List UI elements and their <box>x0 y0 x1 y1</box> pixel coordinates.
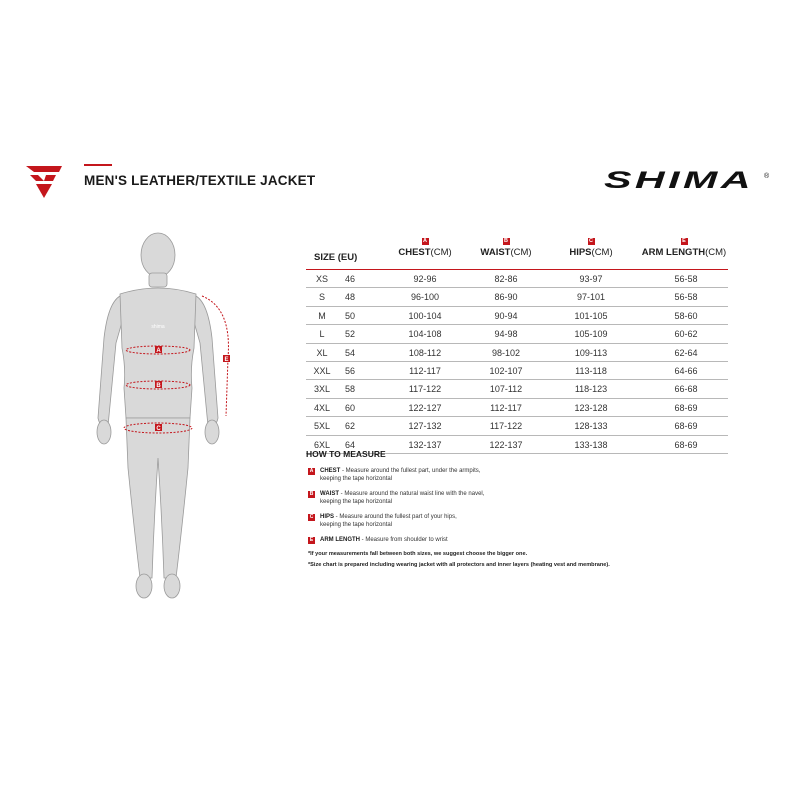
cell-waist: 122-137 <box>489 439 523 450</box>
cell-eu: 62 <box>344 421 355 432</box>
cell-eu: 54 <box>344 347 355 358</box>
shima-logo-icon <box>26 164 64 198</box>
table-row <box>306 417 728 435</box>
title-accent-rule <box>84 164 112 166</box>
cell-eu: 52 <box>344 329 355 340</box>
cell-hips: 109-113 <box>574 347 608 358</box>
cell-chest: 108-112 <box>408 347 442 358</box>
measure-item-arm-length: E ARM LENGTH - Measure from shoulder to wrist <box>309 537 448 543</box>
cell-hips: 118-123 <box>574 384 608 395</box>
cell-chest: 92-96 <box>413 274 437 284</box>
cell-chest: 117-122 <box>408 384 442 395</box>
cell-arm: 56-58 <box>674 292 698 303</box>
cell-size: 5XL <box>313 421 330 432</box>
cell-hips: 128-133 <box>574 421 608 432</box>
cell-waist: 82-86 <box>494 274 518 284</box>
svg-text:C: C <box>156 426 161 432</box>
note-size-between: *If your measurements fall between both sizes, we suggest choose the bigger one. <box>308 551 528 557</box>
cell-hips: 105-109 <box>574 329 608 340</box>
table-header <box>306 238 728 270</box>
cell-eu: 60 <box>344 402 355 413</box>
size-table <box>306 238 728 454</box>
cell-waist: 112-117 <box>490 402 522 413</box>
measure-item-hips: C HIPS - Measure around the fullest part of your hips, keeping the tape horizontal <box>309 514 457 528</box>
svg-text:®: ® <box>764 173 770 180</box>
cell-size: S <box>318 292 325 303</box>
cell-eu: 50 <box>344 310 355 321</box>
cell-size: XL <box>316 347 328 358</box>
cell-eu: 48 <box>344 292 355 303</box>
cell-chest: 96-100 <box>410 292 440 303</box>
how-to-measure-section <box>306 449 746 573</box>
cell-waist: 94-98 <box>494 329 518 340</box>
cell-eu: 46 <box>344 274 355 284</box>
body-figure-illustration <box>90 228 250 603</box>
table-row <box>306 344 728 362</box>
cell-hips: 101-105 <box>574 310 608 321</box>
table-row <box>306 288 728 306</box>
measure-item-chest: A CHEST - Measure around the fullest part, under the armpits, keeping the tape horizontal <box>309 468 481 482</box>
cell-arm: 56-58 <box>674 274 698 284</box>
cell-hips: 93-97 <box>579 274 603 284</box>
cell-hips: 113-118 <box>575 365 607 376</box>
cell-size: XXL <box>313 365 331 376</box>
cell-arm: 58-60 <box>674 310 698 321</box>
svg-text:E: E <box>224 357 229 363</box>
cell-size: 6XL <box>313 439 330 450</box>
cell-chest: 132-137 <box>408 439 442 450</box>
note-size-chart-layers: *Size chart is prepared including wearing jacket with all protectors and inner layers (heating vest and membrane). <box>308 562 610 568</box>
svg-text:SHIMA: SHIMA <box>604 168 754 192</box>
cell-size: L <box>319 329 325 340</box>
cell-arm: 60-62 <box>674 329 698 340</box>
table-row <box>306 325 728 343</box>
cell-arm: 68-69 <box>674 402 698 413</box>
cell-chest: 122-127 <box>408 402 442 413</box>
cell-eu: 56 <box>344 365 355 376</box>
shima-wordmark <box>604 168 774 192</box>
header-size: SIZE (EU) <box>314 252 358 263</box>
cell-chest: 104-108 <box>408 329 442 340</box>
header-hips: C HIPS(CM) <box>569 238 613 258</box>
cell-chest: 112-117 <box>409 365 441 376</box>
header-arm-length: E ARM LENGTH(CM) <box>641 238 727 258</box>
cell-waist: 86-90 <box>494 292 518 303</box>
cell-arm: 64-66 <box>674 365 698 376</box>
svg-text:A: A <box>156 348 161 354</box>
cell-arm: 62-64 <box>674 347 698 358</box>
page-title: MEN'S LEATHER/TEXTILE JACKET <box>84 173 316 188</box>
cell-chest: 100-104 <box>408 310 442 321</box>
header-chest: A CHEST(CM) <box>398 238 452 258</box>
cell-size: XS <box>315 274 328 284</box>
cell-chest: 127-132 <box>408 421 442 432</box>
how-to-measure-title: HOW TO MEASURE <box>306 449 386 459</box>
measure-item-waist: B WAIST - Measure around the natural waist line with the navel, keeping the tape horizontal <box>309 491 485 505</box>
cell-arm: 68-69 <box>674 421 698 432</box>
cell-hips: 133-138 <box>574 439 608 450</box>
table-row <box>306 362 728 380</box>
cell-hips: 97-101 <box>576 292 606 303</box>
table-row <box>306 380 728 398</box>
cell-eu: 58 <box>344 384 355 395</box>
cell-size: M <box>318 310 326 321</box>
svg-text:shima: shima <box>151 324 165 330</box>
header-waist: B WAIST(CM) <box>480 238 532 258</box>
cell-waist: 98-102 <box>491 347 521 358</box>
cell-arm: 66-68 <box>674 384 698 395</box>
table-row <box>306 399 728 417</box>
cell-waist: 102-107 <box>489 365 523 376</box>
cell-size: 3XL <box>313 384 330 395</box>
cell-waist: 107-112 <box>489 384 523 395</box>
cell-waist: 117-122 <box>489 421 523 432</box>
svg-text:B: B <box>156 383 161 389</box>
cell-size: 4XL <box>313 402 330 413</box>
table-row <box>306 307 728 325</box>
table-row <box>306 270 728 288</box>
cell-hips: 123-128 <box>574 402 608 413</box>
cell-arm: 68-69 <box>674 439 698 450</box>
cell-eu: 64 <box>344 439 355 450</box>
cell-waist: 90-94 <box>494 310 518 321</box>
